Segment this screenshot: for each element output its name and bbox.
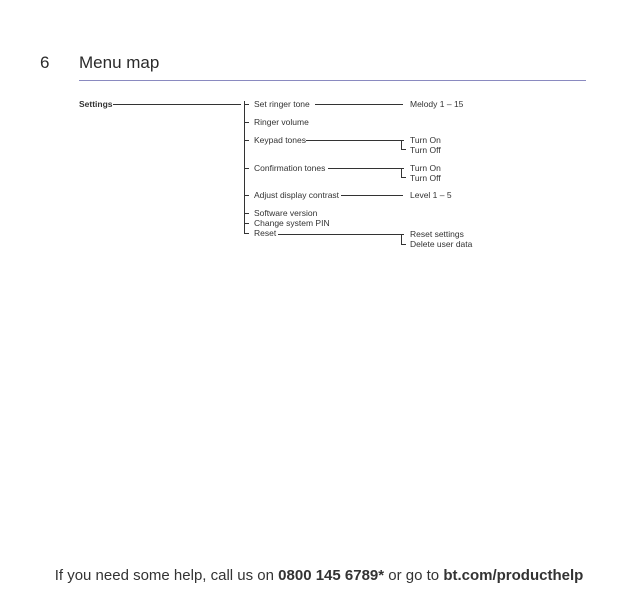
sub-confirm-turn-off: Turn Off xyxy=(410,173,441,183)
footer-phone: 0800 145 6789* xyxy=(278,567,385,584)
sub-reset-settings: Reset settings xyxy=(410,229,464,239)
tick xyxy=(244,233,249,234)
tick xyxy=(401,149,406,150)
menu-item-change-system-pin: Change system PIN xyxy=(254,218,330,228)
tick xyxy=(244,104,249,105)
sub-delete-user-data: Delete user data xyxy=(410,239,473,249)
tick xyxy=(401,244,406,245)
footer-text-before: If you need some help, call us on xyxy=(54,567,279,584)
connector-keypad-tones xyxy=(306,140,404,141)
tick xyxy=(401,177,406,178)
footer-url[interactable]: bt.com/producthelp xyxy=(443,567,584,584)
help-footer xyxy=(0,567,638,584)
page-number: 6 xyxy=(40,53,50,72)
connector-contrast xyxy=(341,195,403,196)
menu-item-ringer-volume: Ringer volume xyxy=(254,117,309,127)
sub-keypad-turn-off: Turn Off xyxy=(410,145,441,155)
connector-ringer-tone xyxy=(315,104,403,105)
menu-item-keypad-tones: Keypad tones xyxy=(254,135,306,145)
page-title: Menu map xyxy=(79,53,160,72)
menu-item-reset: Reset xyxy=(254,228,277,238)
sub-melody: Melody 1 – 15 xyxy=(410,99,464,109)
tick xyxy=(244,195,249,196)
menu-root-settings: Settings xyxy=(79,99,113,109)
tick xyxy=(244,168,249,169)
tick xyxy=(244,213,249,214)
menu-item-set-ringer-tone: Set ringer tone xyxy=(254,99,310,109)
tick xyxy=(244,122,249,123)
connector-reset xyxy=(278,234,404,235)
menu-item-confirmation-tones: Confirmation tones xyxy=(254,163,326,173)
footer-text-middle: or go to xyxy=(384,567,444,584)
tick xyxy=(244,140,249,141)
title-rule xyxy=(79,80,586,81)
menu-item-software-version: Software version xyxy=(254,208,318,218)
tick xyxy=(244,223,249,224)
connector-root xyxy=(113,104,241,105)
connector-confirmation-tones xyxy=(328,168,404,169)
sub-keypad-turn-on: Turn On xyxy=(410,135,441,145)
sub-confirm-turn-on: Turn On xyxy=(410,163,441,173)
sub-level: Level 1 – 5 xyxy=(410,190,452,200)
menu-item-adjust-display-contrast: Adjust display contrast xyxy=(254,190,340,200)
